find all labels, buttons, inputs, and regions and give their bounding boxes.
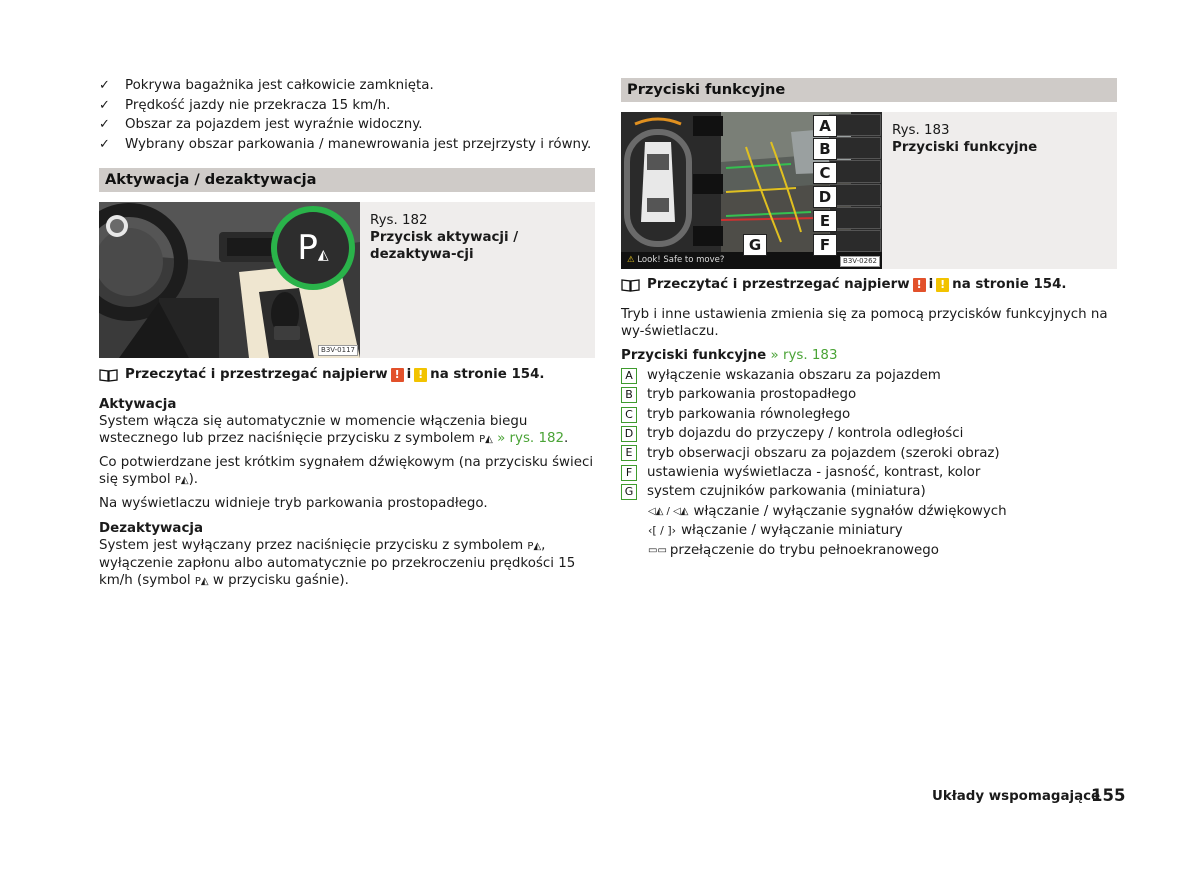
figure-ref: Rys. 183 [892,123,950,138]
rear-camera-display [621,112,882,269]
park-symbol-icon: P◭ [479,434,493,445]
list-item: G system czujników parkowania (miniatura) [621,482,1117,501]
list-item: F ustawienia wyświetlacza - jasność, kontrast, kolor [621,463,1117,482]
letter-badge: G [621,484,637,500]
warning-red-icon: ! [913,278,926,292]
safety-notice: Przeczytać i przestrzegać najpierw ! i ! na stronie 154. [99,366,595,384]
function-list-heading: Przyciski funkcyjne » rys. 183 [621,348,838,363]
list-item: ✓ Obszar za pojazdem jest wyraźnie widoczny. [99,115,595,135]
confirmation-paragraph: Co potwierdzane jest krótkim sygnałem dźwiękowym (na przycisku świeci się symbol P◭). [99,455,594,487]
check-icon: ✓ [99,136,110,152]
list-item: D tryb dojazdu do przyczepy / kontrola odległości [621,424,1117,443]
park-symbol-icon: P◭ [174,475,189,486]
section-title-activation: Aktywacja / dezaktywacja [99,168,595,192]
list-item: ✓ Prędkość jazdy nie przekracza 15 km/h. [99,96,595,116]
letter-badge: D [621,426,637,442]
park-symbol-icon: P◭ [194,576,209,587]
deactivation-block [99,520,595,590]
check-icon: ✓ [99,117,110,132]
park-assist-button: P◭ [277,212,349,284]
figure-title: Przycisk aktywacji / dezaktywa-cji [370,230,519,262]
camera-status: ⚠ Look! Safe to move? [627,255,725,265]
activation-block [99,396,595,512]
warning-red-icon: ! [391,368,404,382]
warning-triangle-icon: ⚠ [627,255,635,265]
figure-ref: Rys. 182 [370,213,428,228]
right-column [621,76,1117,560]
figure-182 [99,202,595,358]
list-item: B tryb parkowania prostopadłego [621,385,1117,404]
letter-badge: A [621,368,637,384]
figure-caption [882,112,1117,269]
function-list [621,366,1117,502]
miniature-toggle-icon: ‹[ / ]› [648,524,677,538]
activation-paragraph: System włącza się automatycznie w momencie włączenia biegu wstecznego lub przez naciśnięcie przycisku z symbolem P◭ » rys. 182. [99,414,569,446]
deactivation-paragraph: System jest wyłączany przez naciśnięcie przycisku z symbolem P◭, wyłączenie zapłonu albo automatycznie po przekroczeniu prędkości 15 km/h (symbol P◭ w przycisku gaśnie). [99,538,576,588]
label-e: E [813,210,837,232]
letter-badge: B [621,387,637,403]
list-item: ✓ Pokrywa bagażnika jest całkowicie zamknięta. [99,76,595,96]
display-paragraph: Na wyświetlaczu widnieje tryb parkowania prostopadłego. [99,496,488,511]
book-icon [621,278,640,292]
requirements-checklist [99,76,595,154]
function-sublist [621,502,1117,560]
park-symbol-icon: P◭ [527,541,542,552]
label-d: D [813,186,837,208]
figure-code: B3V-0262 [840,256,880,267]
check-icon: ✓ [99,97,110,113]
left-column [99,76,595,590]
activation-heading: Aktywacja [99,397,177,412]
list-item: ▭▭ przełączenie do trybu pełnoekranowego [621,541,1117,560]
letter-badge: C [621,407,637,423]
fullscreen-icon: ▭▭ [648,544,667,556]
section-title-function-buttons: Przyciski funkcyjne [621,78,1117,102]
figure-code: B3V-0117 [318,345,358,356]
label-f: F [813,234,837,256]
label-c: C [813,162,837,184]
page-number: 155 [1091,786,1126,805]
list-item: ✓ Wybrany obszar parkowania / manewrowania jest przejrzysty i równy. [99,135,595,155]
sound-toggle-icon: ◁◭ / ◁◭ [648,505,689,517]
figure-link[interactable]: » rys. 182 [497,431,565,446]
label-a: A [813,115,837,137]
list-item: A wyłączenie wskazania obszaru za pojazdem [621,366,1117,385]
list-item: ◁◭ / ◁◭ włączanie / wyłączanie sygnałów dźwiękowych [621,502,1117,521]
activation-button-photo [99,202,360,358]
warning-yellow-icon: ! [936,278,949,292]
check-icon: ✓ [99,78,110,93]
warning-yellow-icon: ! [414,368,427,382]
list-item: C tryb parkowania równoległego [621,405,1117,424]
letter-badge: E [621,445,637,461]
list-item: ‹[ / ]› włączanie / wyłączanie miniatury [621,521,1117,540]
safety-notice: Przeczytać i przestrzegać najpierw ! i ! na stronie 154. [621,276,1117,294]
footer-chapter-title: Układy wspomagające [932,789,1101,804]
figure-183 [621,112,1117,269]
book-icon [99,368,118,382]
list-item: E tryb obserwacji obszaru za pojazdem (szeroki obraz) [621,444,1117,463]
letter-badge: F [621,465,637,481]
figure-title: Przyciski funkcyjne [892,140,1038,155]
figure-link[interactable]: » rys. 183 [770,348,838,363]
label-g: G [743,234,767,256]
deactivation-heading: Dezaktywacja [99,521,204,536]
label-b: B [813,138,837,160]
intro-paragraph: Tryb i inne ustawienia zmienia się za pomocą przycisków funkcyjnych na wy-świetlaczu. [621,307,1108,339]
figure-caption [360,202,595,358]
